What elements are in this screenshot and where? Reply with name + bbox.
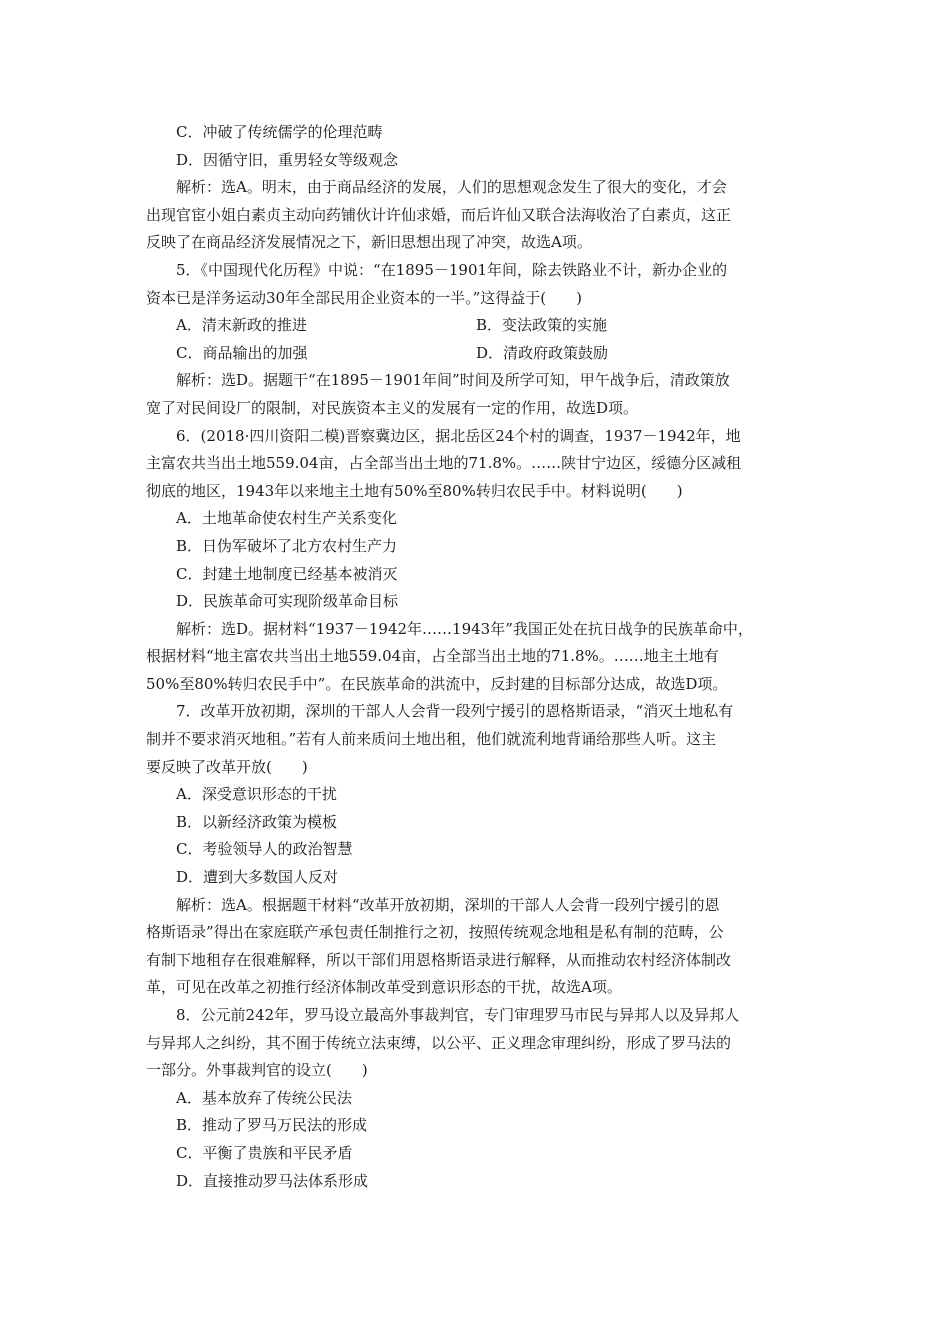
q5-option-b: B．变法政策的实施: [476, 316, 608, 335]
q8-option-d: D．直接推动罗马法体系形成: [176, 1171, 369, 1190]
q7-analysis-line-3: 有制下地租存在很难解释，所以干部们用恩格斯语录进行解释，从而推动农村经济体制改: [146, 950, 732, 969]
q4-analysis-line-1: 解析：选A。明末，由于商品经济的发展，人们的思想观念发生了很大的变化，才会: [176, 178, 727, 197]
q6-analysis-line-2: 根据材料“地主富农共当出土地559.04亩，占全部当出土地的71.8%。……地主土地有: [146, 647, 719, 666]
q8-option-c: C．平衡了贵族和平民矛盾: [176, 1143, 353, 1162]
q5-options-row-2: [146, 340, 806, 368]
q7-option-c: C．考验领导人的政治智慧: [176, 840, 353, 859]
q8-stem-line-3: 一部分。外事裁判官的设立( ): [146, 1061, 368, 1080]
q8-stem-line-1: 8．公元前242年，罗马设立最高外事裁判官，专门审理罗马市民与异邦人以及异邦人: [176, 1006, 740, 1024]
q8-option-a: A．基本放弃了传统公民法: [176, 1088, 352, 1107]
document-body: [146, 119, 806, 1195]
q6-option-b: B．日伪军破坏了北方农村生产力: [176, 536, 398, 555]
q5-option-c: C．商品输出的加强: [176, 343, 308, 362]
q6-stem-line-2: 主富农共当出土地559.04亩，占全部当出土地的71.8%。……陕甘宁边区，绥德分区减租: [146, 454, 742, 473]
q7-analysis-line-1: 解析：选A。根据题干材料“改革开放初期，深圳的干部人人会背一段列宁援引的恩: [176, 895, 720, 914]
q4-option-d: D．因循守旧，重男轻女等级观念: [176, 150, 399, 169]
q6-stem-line-3: 彻底的地区，1943年以来地主土地有50%至80%转归农民手中。材料说明( ): [146, 481, 683, 500]
q6-stem-line-1: 6．(2018·四川资阳二模)晋察冀边区，据北岳区24个村的调查，1937－1942年，地: [176, 426, 741, 445]
q6-option-a: A．土地革命使农村生产关系变化: [176, 509, 397, 528]
q6-analysis-line-1: 解析：选D。据材料“1937－1942年……1943年”我国正处在抗日战争的民族革命中，: [176, 619, 753, 638]
q6-option-d: D．民族革命可实现阶级革命目标: [176, 592, 399, 611]
q5-option-d: D．清政府政策鼓励: [476, 343, 609, 362]
q5-analysis-line-1: 解析：选D。据题干“在1895－1901年间”时间及所学可知，甲午战争后，清政策放: [176, 371, 730, 390]
q5-option-a: A．清末新政的推进: [176, 316, 307, 335]
q4-analysis-line-3: 反映了在商品经济发展情况之下，新旧思想出现了冲突，故选A项。: [146, 233, 592, 252]
q7-stem-line-1: 7．改革开放初期，深圳的干部人人会背一段列宁援引的恩格斯语录，“消灭土地私有: [176, 702, 734, 721]
q7-option-b: B．以新经济政策为模板: [176, 812, 338, 831]
q5-stem-line-1: 5．《中国现代化历程》中说：“在1895－1901年间，除去铁路业不计，新办企业的: [176, 260, 728, 279]
q7-option-a: A．深受意识形态的干扰: [176, 785, 337, 804]
q5-stem-line-2: 资本已是洋务运动30年全部民用企业资本的一半。”这得益于( ): [146, 288, 582, 307]
q7-analysis-line-4: 革，可见在改革之初推行经济体制改革受到意识形态的干扰，故选A项。: [146, 978, 622, 997]
q5-options-row-1: [146, 312, 806, 340]
q7-stem-line-3: 要反映了改革开放( ): [146, 757, 308, 776]
q5-analysis-line-2: 宽了对民间设厂的限制，对民族资本主义的发展有一定的作用，故选D项。: [146, 398, 639, 417]
q7-stem-line-2: 制并不要求消灭地租。”若有人前来质问土地出租，他们就流利地背诵给那些人听。这主: [146, 730, 717, 749]
q8-stem-line-2: 与异邦人之纠纷，其不囿于传统立法束缚，以公平、正义理念审理纠纷，形成了罗马法的: [146, 1033, 732, 1052]
q7-option-d: D．遭到大多数国人反对: [176, 868, 339, 887]
q8-option-b: B．推动了罗马万民法的形成: [176, 1116, 368, 1135]
q6-analysis-line-3: 50%至80%转归农民手中”。在民族革命的洪流中，反封建的目标部分达成，故选D项。: [146, 674, 728, 693]
q4-option-c: C．冲破了传统儒学的伦理范畴: [176, 123, 383, 141]
q4-analysis-line-2: 出现官宦小姐白素贞主动向药铺伙计许仙求婚，而后许仙又联合法海收治了白素贞，这正: [146, 205, 732, 224]
q6-option-c: C．封建土地制度已经基本被消灭: [176, 564, 398, 583]
q7-analysis-line-2: 格斯语录”得出在家庭联产承包责任制推行之初，按照传统观念地租是私有制的范畴，公: [146, 923, 724, 942]
